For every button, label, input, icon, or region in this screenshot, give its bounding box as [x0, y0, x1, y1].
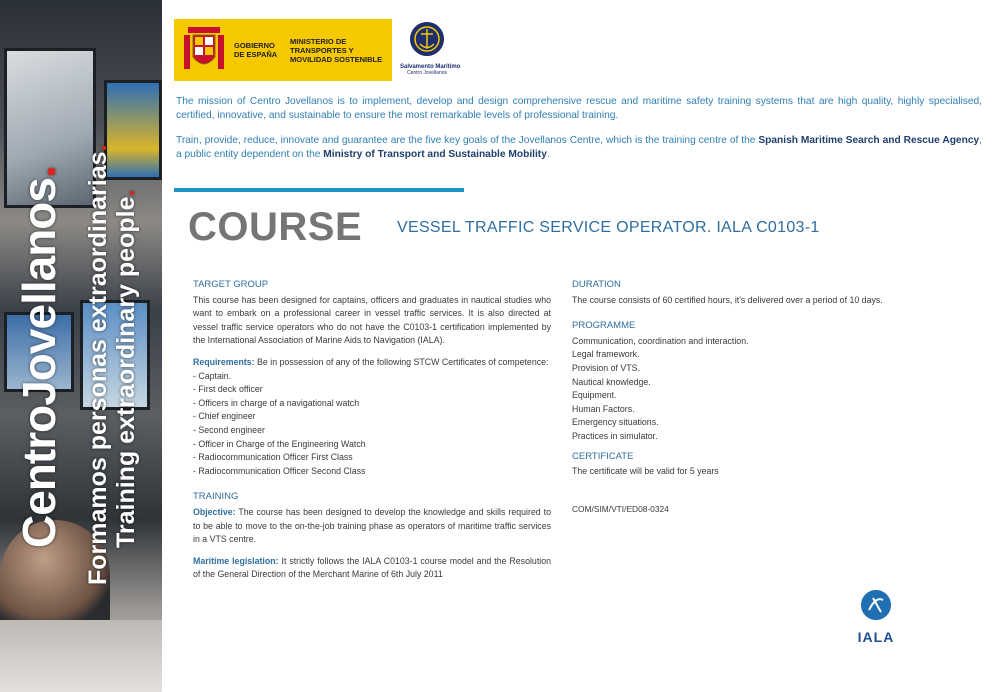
control-desk-photo	[0, 620, 162, 692]
salvamento-name: Salvamento Marítimo	[400, 64, 461, 70]
objective-text: The course has been designed to develop the knowledge and skills required to to be able to move to the on-the-job training phase as operators of maritime traffic services in a VTS centre.	[193, 506, 551, 545]
tagline-es-vertical: Formamos personas extraordinarias.	[84, 144, 112, 585]
divider-rule	[174, 188, 464, 192]
list-item: - Radiocommunication Officer First Class	[193, 452, 353, 463]
list-item: Practices in simulator.	[572, 430, 658, 441]
duration-heading: DURATION	[572, 279, 621, 290]
list-item: - Officer in Charge of the Engineering Watch	[193, 438, 366, 449]
left-column	[193, 278, 551, 582]
document-code: COM/SIM/VTI/ED08-0324	[572, 503, 669, 514]
government-logo	[174, 19, 392, 81]
list-item: - Officers in charge of a navigational watch	[193, 397, 360, 408]
iala-emblem-icon	[861, 590, 891, 620]
requirements-text: Be in possession of any of the following STCW Certificates of competence:	[254, 356, 549, 367]
list-item: Human Factors.	[572, 403, 635, 414]
training-heading: TRAINING	[193, 491, 239, 503]
mission-paragraph-2: Train, provide, reduce, innovate and guarantee are the five key goals of the Jovellanos Centre, which is the training centre of the Spanish Maritime Search and Rescue Agency, a public entity dependent on the Ministry of Transport and Sustainable Mobility.	[176, 135, 982, 160]
requirements-block	[193, 356, 551, 370]
requirements-heading: Requirements:	[193, 356, 255, 367]
brand-vertical: CentroJovellanos.	[13, 166, 65, 548]
programme-heading: PROGRAMME	[572, 320, 636, 332]
coat-of-arms-icon	[182, 25, 226, 75]
list-item: Communication, coordination and interaction.	[572, 335, 749, 346]
list-item: - First deck officer	[193, 384, 263, 395]
course-title: VESSEL TRAFFIC SERVICE OPERATOR. IALA C0103-1	[397, 219, 820, 236]
list-item: Legal framework.	[572, 349, 640, 360]
right-column	[572, 278, 952, 516]
legislation-heading: Maritime legislation:	[193, 555, 279, 566]
iala-logo	[846, 590, 906, 646]
objective-heading: Objective:	[193, 506, 236, 517]
list-item: - Chief engineer	[193, 411, 256, 422]
gov-name: GOBIERNO DE ESPAÑA	[234, 41, 278, 59]
certificate-heading: CERTIFICATE	[572, 450, 634, 462]
legislation-block	[193, 555, 551, 582]
iala-text: IALA	[857, 629, 895, 645]
salvamento-sub: Centro Jovellanos	[406, 70, 448, 76]
tagline-en-vertical: Training extraordinary people.	[112, 189, 140, 548]
list-item: - Captain.	[193, 370, 232, 381]
list-item: - Second engineer	[193, 424, 265, 435]
target-group-text: This course has been designed for captains, officers and graduates in nautical studies who want to embark on a professional career in vessel traffic services. It is also directed at vessel traffic service operators who do not have the C0103-1 certification implemented by the International Association of Marine Aids to Navigation (IALA).	[193, 294, 551, 346]
list-item: Equipment.	[572, 390, 617, 401]
list-item: - Radiocommunication Officer Second Class	[193, 465, 366, 476]
mission-statement	[176, 95, 982, 162]
photo-strip	[0, 0, 162, 692]
requirements-list	[193, 370, 551, 479]
legislation-text: It strictly follows the IALA C0103-1 course model and the Resolution of the General Direction of the Merchant Marine of 6th July 2011	[193, 555, 551, 580]
list-item: Emergency situations.	[572, 417, 659, 428]
target-group-heading: TARGET GROUP	[193, 279, 269, 290]
list-item: Nautical knowledge.	[572, 376, 651, 387]
course-label: COURSE	[188, 205, 363, 249]
duration-text: The course consists of 60 certified hours, it's delivered over a period of 10 days.	[572, 294, 883, 305]
programme-list	[572, 335, 952, 444]
objective-block	[193, 506, 551, 547]
ministry-name: MINISTERIO DE TRANSPORTES Y MOVILIDAD SOSTENIBLE	[290, 36, 383, 64]
mission-paragraph-1: The mission of Centro Jovellanos is to implement, develop and design comprehensive rescue and maritime safety training systems that are high quality, highly specialised, certified, innovative, and sustainable to ensure the most remarkable levels of professional training.	[176, 96, 982, 121]
salvamento-maritimo-logo	[400, 22, 461, 82]
salvamento-emblem-icon	[410, 22, 444, 56]
certificate-text: The certificate will be valid for 5 years	[572, 466, 719, 477]
list-item: Provision of VTS.	[572, 362, 640, 373]
